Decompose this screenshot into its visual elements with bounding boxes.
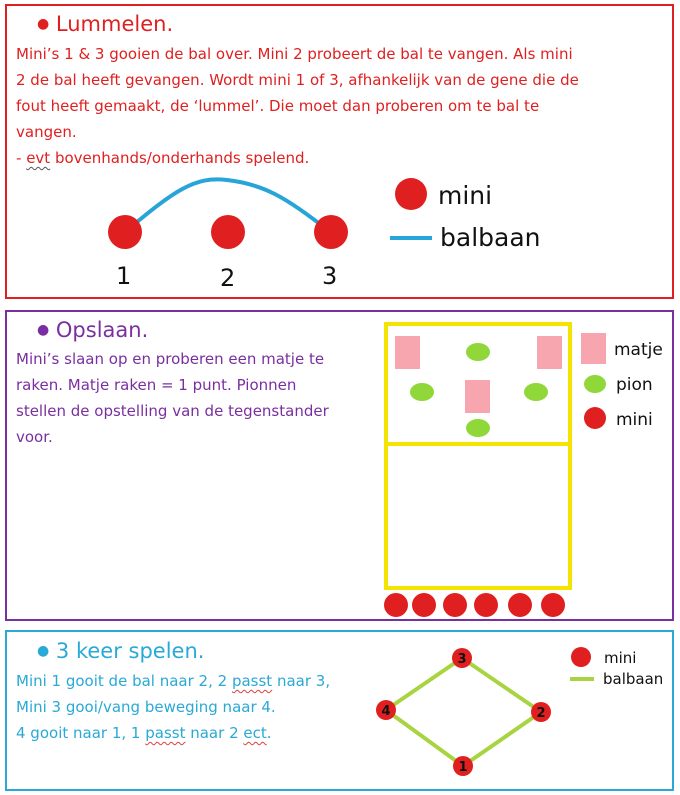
node-label: 1 bbox=[458, 760, 468, 775]
legend-mini-label: mini bbox=[616, 410, 653, 430]
spellcheck-word: passt bbox=[231, 672, 273, 690]
section1-bullet: ● bbox=[37, 16, 50, 32]
section3-line: Mini 3 gooi/vang beweging naar 4. bbox=[16, 698, 276, 716]
legend-pion-label: pion bbox=[616, 375, 653, 395]
spellcheck-word: ect bbox=[243, 724, 267, 742]
node-label: 4 bbox=[381, 704, 391, 719]
section3-bullet: ● bbox=[37, 643, 50, 659]
section1-line: 2 de bal heeft gevangen. Wordt mini 1 of 3, afhankelijk van de gene die de bbox=[16, 71, 579, 89]
player-label: 3 bbox=[322, 262, 338, 290]
node-label: 2 bbox=[536, 706, 546, 721]
section2-line: voor. bbox=[16, 428, 53, 446]
section2-line: Mini’s slaan op en proberen een matje te bbox=[16, 350, 325, 368]
section2-bullet: ● bbox=[37, 322, 50, 338]
section2-line: raken. Matje raken = 1 punt. Pionnen bbox=[16, 376, 297, 394]
section1-line: Mini’s 1 & 3 gooien de bal over. Mini 2 probeert de bal te vangen. Als mini bbox=[16, 45, 573, 63]
section3-line: 4 gooit naar 1, 1 passt naar 2 ect. bbox=[16, 724, 272, 742]
section1-line: - evt bovenhands/onderhands spelend. bbox=[16, 149, 310, 167]
player-label: 1 bbox=[116, 262, 132, 290]
balbaan-diamond bbox=[386, 658, 541, 766]
section2-title-text: Opslaan. bbox=[55, 318, 149, 342]
legend-balbaan-label: balbaan bbox=[603, 670, 664, 688]
section1-title-text: Lummelen. bbox=[55, 12, 174, 36]
node-label: 3 bbox=[457, 652, 467, 667]
section1-line: vangen. bbox=[16, 123, 77, 141]
legend-mini-label: mini bbox=[604, 649, 637, 667]
legend-mini-dot bbox=[571, 647, 591, 667]
legend-mini-label: mini bbox=[438, 181, 493, 210]
legend-balbaan-label: balbaan bbox=[440, 223, 541, 252]
spellcheck-word: evt bbox=[26, 149, 51, 167]
section2-line: stellen de opstelling van de tegenstander bbox=[16, 402, 329, 420]
section1-line: fout heeft gemaakt, de ‘lummel’. Die moet dan proberen om te bal te bbox=[16, 97, 540, 115]
spellcheck-word: passt bbox=[145, 724, 186, 742]
legend-matje-label: matje bbox=[614, 340, 663, 360]
section3-line: Mini 1 gooit de bal naar 2, 2 passt naar 3, bbox=[16, 672, 331, 690]
section3-title-text: 3 keer spelen. bbox=[55, 639, 205, 663]
player-label: 2 bbox=[220, 264, 236, 292]
